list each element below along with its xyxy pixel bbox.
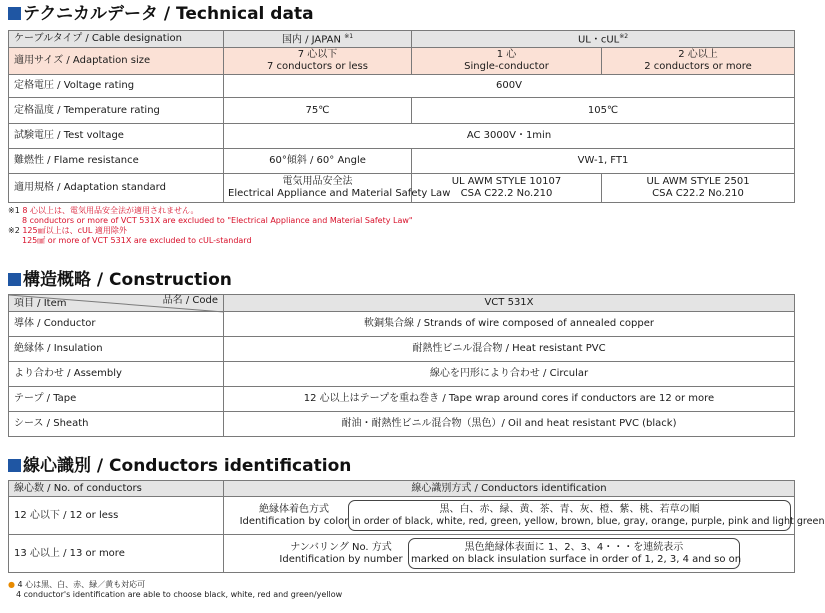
- note-1-en: 8 conductors or more of VCT 531Ⅹ are excluded to "Electrical Appliance and Material Safety Law": [22, 216, 413, 225]
- identification-method-header: 線心識別方式 / Conductors identification: [224, 481, 795, 497]
- size-multi: 2 心以上 2 conductors or more: [602, 48, 795, 75]
- table-row: [9, 75, 795, 98]
- temperature-rating-label: 定格温度 / Temperature rating: [9, 98, 224, 124]
- tape-value: 12 心以上はテープを重ね巻き / Tape wrap around cores if conductors are 12 or more: [224, 387, 795, 412]
- adaptation-standard-label: 適用規格 / Adaptation standard: [9, 174, 224, 203]
- standard-multi: UL AWM STYLE 2501 CSA C22.2 No.210: [602, 174, 795, 203]
- count-13-or-more: 13 心以上 / 13 or more: [9, 535, 224, 573]
- note-2-en: 125㎟ or more of VCT 531Ⅹ are excluded to cUL-standard: [22, 236, 252, 245]
- voltage-rating-label: 定格電圧 / Voltage rating: [9, 75, 224, 98]
- table-row: [9, 362, 795, 387]
- item-code-header: [9, 295, 224, 312]
- voltage-rating-value: 600V: [224, 75, 795, 98]
- ul-header: UL・cUL$^{※2}$: [412, 31, 795, 48]
- japan-header: 国内 / JAPAN $^{※1}$: [224, 31, 412, 48]
- technical-data-title: テクニカルデータ / Technical data: [8, 4, 314, 24]
- assembly-label: より合わせ / Assembly: [9, 362, 224, 387]
- insulation-value: 耐熱性ビニル混合物 / Heat resistant PVC: [224, 337, 795, 362]
- note-1: ※1 8 心以上は、電気用品安全法が適用されません。: [8, 206, 199, 215]
- flame-ul: VW-1, FT1: [412, 149, 795, 174]
- flame-japan: 60°傾斜 / 60° Angle: [224, 149, 412, 174]
- square-bullet-icon: [8, 273, 21, 286]
- table-row: [9, 535, 795, 573]
- bullet-icon: ●: [8, 580, 15, 589]
- table-row: [9, 412, 795, 437]
- color-order-text: 黒、白、赤、緑、黄、茶、青、灰、橙、紫、桃、若草の順 in order of black, white, red, green, yellow, brown, blue, gray, orange, purple, pink and light green: [352, 504, 825, 527]
- conductor-value: 軟銅集合線 / Strands of wire composed of annealed copper: [224, 312, 795, 337]
- tape-label: テープ / Tape: [9, 387, 224, 412]
- standard-single: UL AWM STYLE 10107 CSA C22.2 No.210: [412, 174, 602, 203]
- number-identification-cell: [224, 535, 795, 573]
- count-12-or-less: 12 心以下 / 12 or less: [9, 497, 224, 535]
- table-row: [9, 481, 795, 497]
- square-bullet-icon: [8, 7, 21, 20]
- identification-title: 線心識別 / Conductors identification: [8, 456, 351, 476]
- identification-table: [8, 480, 825, 573]
- table-row: [9, 48, 795, 75]
- sheath-label: シース / Sheath: [9, 412, 224, 437]
- technical-data-table: [8, 30, 795, 203]
- temperature-ul: 105℃: [412, 98, 795, 124]
- conductor-count-header: 線心数 / No. of conductors: [9, 481, 224, 497]
- standard-japan: 電気用品安全法 Electrical Appliance and Material Safety Law: [224, 174, 412, 203]
- number-order-text: 黒色絶縁体表面に 1、2、3、4・・・を連続表示 marked on black insulation surface in order of 1, 2, 3, 4 and so on: [411, 542, 742, 565]
- color-identification-cell: [224, 497, 825, 535]
- cable-designation-label: ケーブルタイプ / Cable designation: [9, 31, 224, 48]
- sheath-value: 耐油・耐熱性ビニル混合物（黒色）/ Oil and heat resistant PVC (black): [224, 412, 795, 437]
- conductor-label: 導体 / Conductor: [9, 312, 224, 337]
- temperature-japan: 75℃: [224, 98, 412, 124]
- table-row: [9, 124, 795, 149]
- note-2: ※2 125㎟以上は、cUL 適用除外: [8, 226, 127, 235]
- table-row: [9, 312, 795, 337]
- construction-table: [8, 294, 795, 437]
- table-row: [9, 98, 795, 124]
- table-row: [9, 497, 795, 535]
- note-marker: ※1: [344, 33, 354, 41]
- item-header-label: 項目 / Item: [14, 298, 67, 309]
- table-row: [9, 31, 795, 48]
- insulation-label: 絶縁体 / Insulation: [9, 337, 224, 362]
- assembly-value: 線心を円形により合わせ / Circular: [224, 362, 795, 387]
- size-single: 1 心 Single-conductor: [412, 48, 602, 75]
- identification-note: ● 4 心は黒、白、赤、緑／黄も対応可 4 conductor's identification are able to choose black, white, red and green/yellow: [8, 580, 343, 599]
- table-row: [9, 149, 795, 174]
- flame-resistance-label: 難燃性 / Flame resistance: [9, 149, 224, 174]
- number-method-label: ナンバリング No. 方式 Identification by number: [279, 542, 403, 565]
- square-bullet-icon: [8, 459, 21, 472]
- product-code: VCT 531Ⅹ: [224, 295, 795, 312]
- construction-title: 構造概略 / Construction: [8, 270, 232, 290]
- table-row: [9, 295, 795, 312]
- note-marker: ※2: [619, 33, 629, 41]
- table-row: [9, 174, 795, 203]
- code-header-label: 品名 / Code: [162, 295, 218, 306]
- adaptation-size-label: 適用サイズ / Adaptation size: [9, 48, 224, 75]
- technical-notes: [8, 206, 413, 246]
- test-voltage-value: AC 3000V・1min: [224, 124, 795, 149]
- color-method-label: 絶縁体着色方式 Identification by color: [239, 504, 349, 527]
- table-row: [9, 337, 795, 362]
- table-row: [9, 387, 795, 412]
- test-voltage-label: 試験電圧 / Test voltage: [9, 124, 224, 149]
- size-japan: 7 心以下 7 conductors or less: [224, 48, 412, 75]
